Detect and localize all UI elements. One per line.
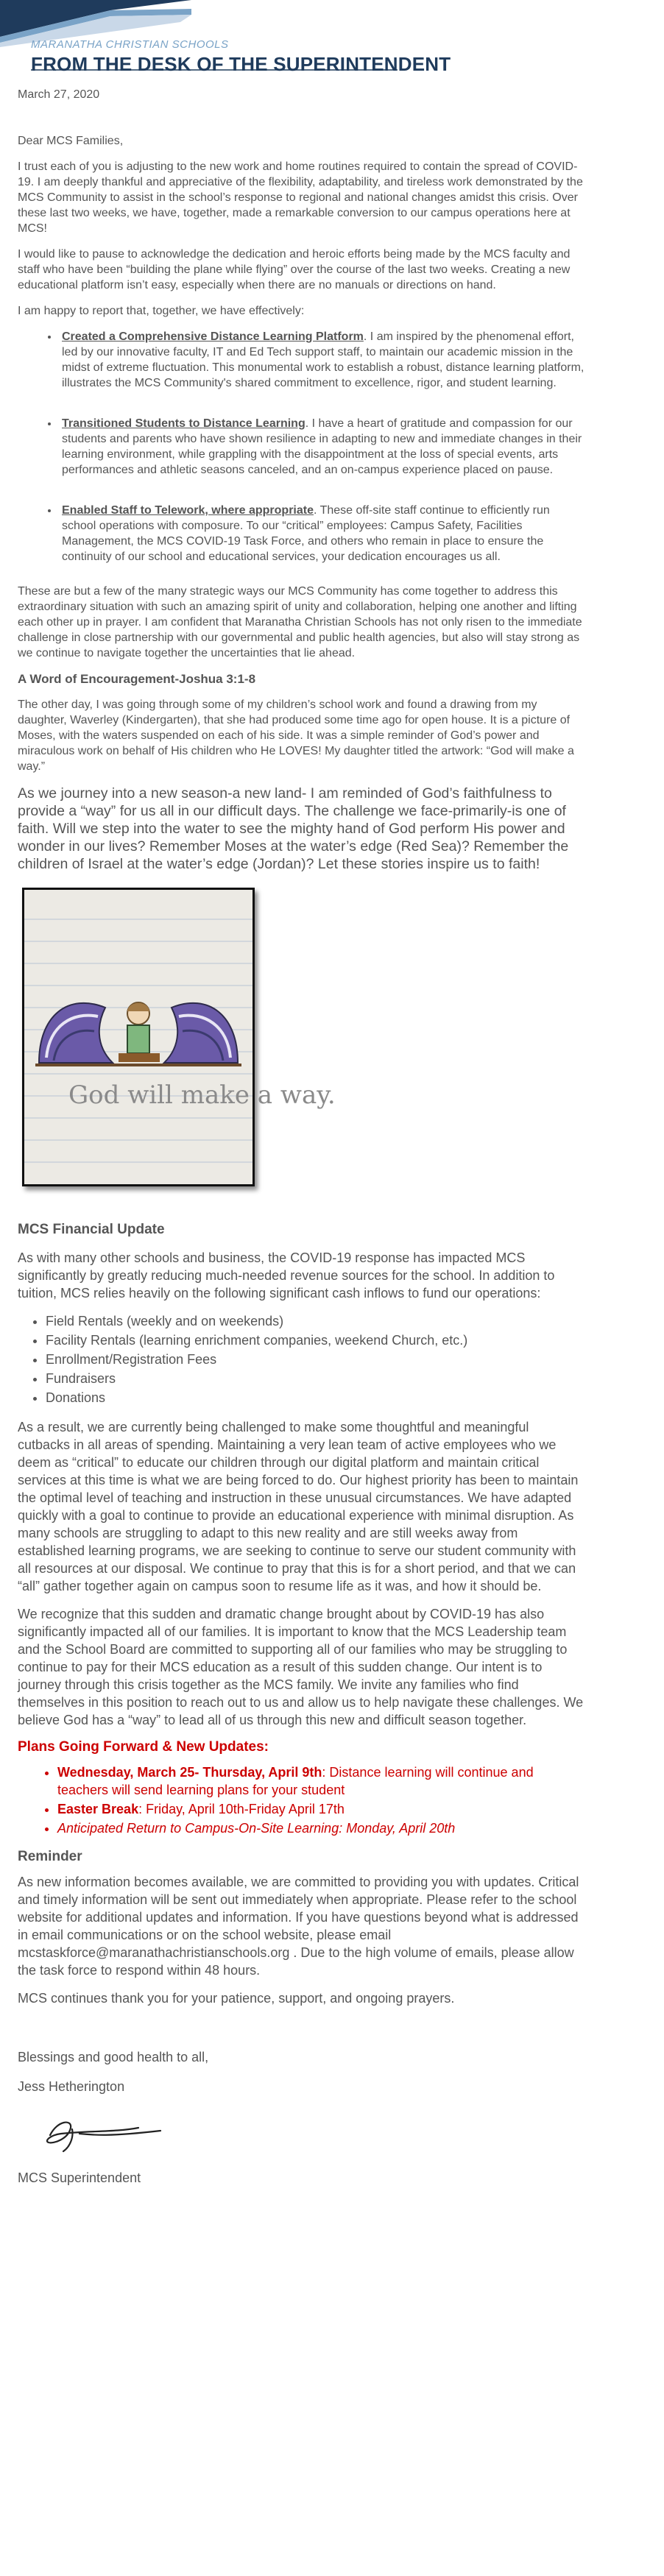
effect-text: . I have a heart of gratitude and compassion for our students and parents who have shown resilience in adapting to new and immediate changes in their learning environment, while grappling with the disappointment at the loss of special events, arts performances and athletic seasons canceled, and an on-campus experience placed on pause. <box>62 417 582 476</box>
list-item <box>59 329 584 391</box>
list-item: • Donations <box>46 1389 584 1406</box>
effects-list <box>18 329 584 565</box>
financial-heading: MCS Financial Update <box>18 1222 165 1237</box>
effect-text: . These off-site staff continue to efficiently run school operations with composure. To our “critical” employees: Campus Safety, Facilities Management, the MCS COVID-19 Task Force, and others who remain in place to ensure the continuity of our school and educational services, your dedication encourages us all. <box>62 504 550 563</box>
signature-image <box>28 2106 175 2157</box>
plan-text: : Friday, April 10th-Friday April 17th <box>138 1802 345 1816</box>
closing-block <box>18 2048 584 2187</box>
cash-inflows-list <box>18 1312 584 1406</box>
thanks-paragraph: MCS continues thank you for your patience, support, and ongoing prayers. <box>18 1991 455 2006</box>
summary-paragraph: These are but a few of the many strategic ways our MCS Community has come together to address this extraordinary situation with such an amazing spirit of unity and collaboration, helping one another and lifting each other up in prayer. I am confident that Maranatha Christian Schools has not only risen to the immediate challenge in close partnership with our governmental and public health agencies, but also will stay strong as we continue to navigate together the uncertainties that lie ahead. <box>18 585 582 659</box>
list-item: • Enrollment/Registration Fees <box>46 1351 584 1368</box>
intro-paragraph-3: I am happy to report that, together, we have effectively: <box>18 305 305 317</box>
moses-drawing-image <box>22 888 336 1186</box>
drawing-caption: God will make a way. <box>68 1080 336 1110</box>
plan-text: : Distance learning will continue and teachers will send learning plans for your student <box>57 1765 534 1797</box>
list-item <box>59 503 584 565</box>
encouragement-paragraph-1: The other day, I was going through some of my children’s school work and found a drawing from my daughter, Waverley (Kindergarten), that she had produced some time ago for open house. It is a picture of Moses, with the waters suspended on each of his side. It was a simple reminder of God’s power and miraculous work on behalf of His children who He LOVES! My daughter titled the artwork: “God will make a way.” <box>18 698 574 773</box>
header-title: FROM THE DESK OF THE SUPERINTENDENT <box>31 53 451 75</box>
encouragement-paragraph-2: As we journey into a new season-a new land- I am reminded of God’s faithfulness to provide a “way” for us all in our difficult days. The challenge we face-primarily-is one of faith. Will we step into the water to see the mighty hand of God perform His power and wonder in our lives? Remember Moses at the water’s edge (Red Sea)? Remember the children of Israel at the water’s edge (Jordan)? Let these stories inspire us to faith! <box>18 785 569 872</box>
financial-paragraph-3: We recognize that this sudden and dramatic change brought about by COVID-19 has also significantly impacted all of our families. It is important to know that the MCS Leadership team and the School Board are committed to supporting all of our families who may be struggling to continue to pay for their MCS education as a result of this sudden change. Our intent is to journey through this crisis together as the MCS family. We invite any families who find themselves in this position to reach out to us and allow us to help navigate these challenges. We believe God has a “way” to lead all of us through this new and difficult season together. <box>18 1607 584 1727</box>
effect-text: . I am inspired by the phenomenal effort, led by our innovative faculty, IT and Ed Tech support staff, to maintain our academic mission in the midst of extreme fluctuation. This monumental work to establish a robust, distance learning platform, illustrates the MCS Community's shared commitment to excellence, rigor, and student learning. <box>62 330 584 389</box>
list-item <box>57 1763 584 1799</box>
intro-paragraph-2: I would like to pause to acknowledge the dedication and heroic efforts being made by the MCS faculty and staff who have been “building the plane while flying” over the course of the last two weeks. Creating a new educational platform isn’t easy, especially when there are no manuals or directions on hand. <box>18 248 571 291</box>
reminder-paragraph: As new information becomes available, we are committed to providing you with updates. Critical and timely information will be sent out immediately when appropriate. Please refer to the school website for additional updates and information. If you have questions beyond what is addressed in email communications or on the school website, please email mcstaskforce@maranathachristianschools.org . Due to the high volume of emails, please allow the task force to respond within 48 hours. <box>18 1875 579 1978</box>
blessing-line: Blessings and good health to all, <box>18 2050 209 2064</box>
drawing-illustration <box>24 890 336 1184</box>
list-item: • Field Rentals (weekly and on weekends) <box>46 1312 584 1330</box>
salutation: Dear MCS Families, <box>18 135 124 147</box>
list-item: • Anticipated Return to Campus-On-Site Learning: Monday, April 20th <box>57 1819 584 1837</box>
financial-paragraph-1: As with many other schools and business, the COVID-19 response has impacted MCS significantly by greatly reducing much-needed revenue sources for the school. In addition to tuition, MCS relies heavily on the following significant cash inflows to fund our operations: <box>18 1250 555 1301</box>
signer-role: MCS Superintendent <box>18 2170 141 2185</box>
encouragement-heading: A Word of Encouragement-Joshua 3:1-8 <box>18 672 256 686</box>
letter-body <box>18 87 584 2187</box>
financial-paragraph-2: As a result, we are currently being challenged to make some thoughtful and meaningful cutbacks in all areas of spending. Maintaining a very lean team of active employees who we deem as “critical” to educate our children through our digital platform and maintain critical services at this time is what we are being forced to do. Our highest priority has been to maintain the optimal level of teaching and instruction in these unusual circumstances. We have adapted quickly with a goal to continue to provide an educational experience with minimal disruption. As many schools are struggling to adapt to this new reality and are still weeks away from established learning programs, we are seeking to continue to serve our student community with all resources at our disposal. We continue to pray that this is for a short period, and that we can “all” gather together again on campus soon to resume life as it was, and how it should be. <box>18 1420 579 1593</box>
intro-paragraph-1: I trust each of you is adjusting to the new work and home routines required to contain the spread of COVID-19. I am deeply thankful and appreciative of the flexibility, adaptability, and tireless work demonstrated by the MCS Community to assist in the school’s response to regional and national changes amidst this crisis. Over these last two weeks, we have, together, made a remarkable conversion to our campus operations here at MCS! <box>18 160 583 235</box>
letter-date: March 27, 2020 <box>18 88 100 101</box>
header-banner <box>0 0 664 81</box>
plan-date: Easter Break <box>57 1802 139 1816</box>
plans-heading: Plans Going Forward & New Updates: <box>18 1739 269 1755</box>
list-item <box>59 416 584 478</box>
reminder-heading: Reminder <box>18 1849 82 1864</box>
list-item: • Fundraisers <box>46 1370 584 1387</box>
effect-title: Transitioned Students to Distance Learning <box>62 417 305 430</box>
list-item: • Facility Rentals (learning enrichment companies, weekend Church, etc.) <box>46 1331 584 1349</box>
list-item <box>57 1800 584 1818</box>
effect-title: Created a Comprehensive Distance Learning Platform <box>62 330 364 343</box>
plans-list <box>18 1763 584 1837</box>
school-name: MARANATHA CHRISTIAN SCHOOLS <box>31 38 229 51</box>
effect-title: Enabled Staff to Telework, where appropriate <box>62 504 314 517</box>
plan-date: Wednesday, March 25- Thursday, April 9th <box>57 1765 322 1780</box>
signer-name: Jess Hetherington <box>18 2079 125 2094</box>
